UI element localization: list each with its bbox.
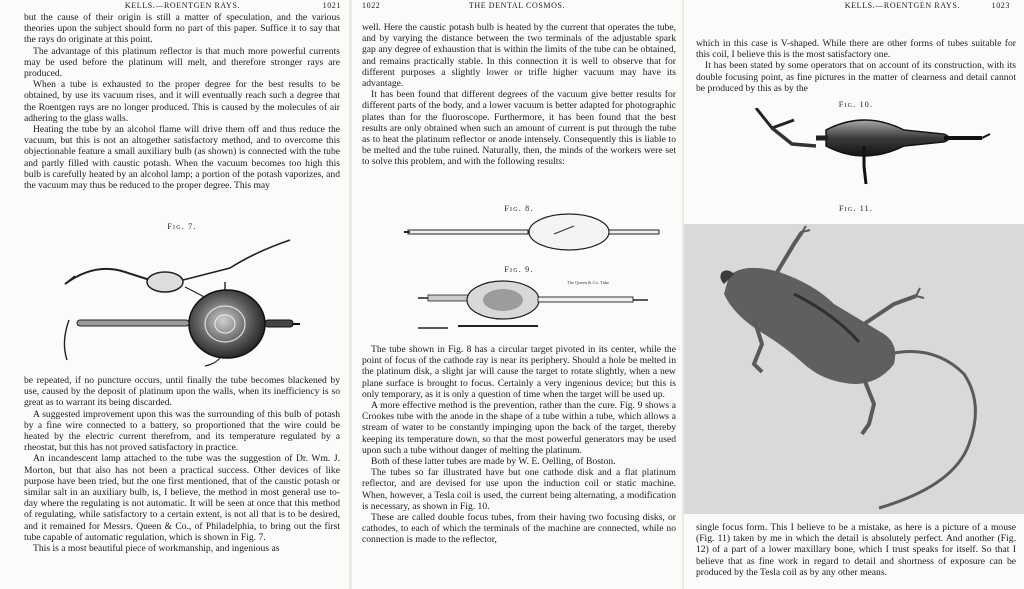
paragraph: single focus form. This I believe to be a mistake, as here is a picture of a mouse (Fig. 11) taken by me in which the detail is absolutely perfect. And another (Fig. 12) of a part of a lower maxillary bone, which I trust speaks for itself. So that I believe that as fine work in regard to detail and shortness of exposure can be produced by the Tesla coil as by any other means. xyxy=(696,522,1016,578)
body-text-top xyxy=(362,22,676,168)
running-title: KELLS.—ROENTGEN RAYS. xyxy=(844,1,960,10)
page-number: 1021 xyxy=(322,1,341,10)
paragraph: A suggested improvement upon this was the surrounding of this bulb of potash by a fine wire connected to a battery, so proportioned that the wire could be heated by the electric current therefrom, and its temperature regulated by a rheostat, but this has not proved satisfactory in practice. xyxy=(24,408,340,454)
figure-9-caption: Fig. 9. xyxy=(504,265,534,274)
paragraph: The advantage of this platinum reflector is that much more powerful currents may be used before the platinum will melt, and therefore stronger rays are produced. xyxy=(24,45,340,80)
figure-9-tube-illustration xyxy=(418,278,668,336)
paragraph: but the cause of their origin is still a matter of speculation, and the various theories upon the subject should form no part of this paper. Suffice it to say that the rays do originate at this point. xyxy=(24,12,340,46)
body-text-bottom xyxy=(696,522,1016,578)
paragraph: These are called double focus tubes, from their having two focusing disks, or cathodes, to each of which the terminals of the machine are connected, while no connection is made to the reflector, xyxy=(362,512,676,546)
paragraph: It has been found that different degrees of the vacuum give better results for different parts of the body, and a lower vacuum is better adapted for photographic plates than for the fluoroscope. Furthermore, it has been found that the best results are only obtained when such an amount of current is put through the tube as to heat the platinum reflector or anode intensely. Consequently this is liable to be melted and the tube ruined. Naturally, then, the minds of the workers were set to solve this problem, and with the following results: xyxy=(362,89,676,168)
figure-7-tube-illustration xyxy=(55,232,325,370)
paragraph: An incandescent lamp attached to the tube was the suggestion of Dr. Wm. J. Morton, but that also has not been a practical success. Other devices of like purpose have been tried, but the one first mentioned, that of the caustic potash or similar salt in an auxiliary bulb, is, I believe, the method in most general use to-day where the regulating is not automatic. It will be seen at once that this method of regulating, while satisfactory to a certain extent, is not all that is to be desired, and it remained for Messrs. Queen & Co., of Philadelphia, to bring out the first tube capable of automatic regulation, which is shown in Fig. 7. xyxy=(24,453,340,543)
body-text-bottom xyxy=(24,375,340,554)
page-1023 xyxy=(684,0,1024,589)
paragraph: Heating the tube by an alcohol flame will drive them off and thus reduce the vacuum, but this is not an altogether satisfactory method, and to overcome this objectionable feature a small auxiliary bulb (as shown) is connected with the tube and partly filled with caustic potash. When the vacuum becomes too high this bulb is carefully heated by an alcohol lamp; a portion of the potash vaporizes, and the vacuum may thus be reduced to the proper degree. This may xyxy=(24,124,340,192)
paragraph: It has been stated by some operators that on account of its construction, with its double focusing point, as fine pictures in the matter of clearness and detail cannot be produced by this as by the xyxy=(696,60,1016,94)
running-title: KELLS.—ROENTGEN RAYS. xyxy=(124,1,241,10)
figure-7-caption: Fig. 7. xyxy=(167,222,197,231)
figure-8-tube-illustration xyxy=(404,212,662,252)
figure-9-inset-label: The Queen & Co. Tube xyxy=(567,280,610,285)
paragraph: Both of these latter tubes are made by W. E. Oelling, of Boston. xyxy=(371,456,616,468)
paragraph: A more effective method is the prevention, rather than the cure. Fig. 9 shows a Crookes tube with the anode in the shape of a tube within a tube, which allows a stream of water to be constantly impinging upon the back of the target, thereby keeping its temperature down, so that the most powerful generators may be used upon such a tube without danger of melting the platinum. xyxy=(362,400,676,456)
page-1021 xyxy=(0,0,349,589)
paragraph: well. Here the caustic potash bulb is heated by the current that operates the tube, and by varying the distance between the two terminals of the adjustable spark gap any degree of exhaustion that is within the limits of the tube can be obtained, and remains practically stable. In this connection it is well to observe that for different purposes a slightly lower or trifle higher vacuum may have its advantage. xyxy=(362,22,676,90)
page-number: 1023 xyxy=(991,1,1010,10)
running-title: THE DENTAL COSMOS. xyxy=(468,1,566,10)
paragraph: When a tube is exhausted to the proper degree for the best results to be obtained, by use its vacuum rises, and it will eventually reach such a degree that the Roentgen rays are no longer produced. This is caused by the molecules of air adhering to the glass walls. xyxy=(24,79,340,124)
figure-8-caption: Fig. 8. xyxy=(504,204,534,213)
page-1022 xyxy=(352,0,682,589)
paragraph: The tube shown in Fig. 8 has a circular target pivoted in its center, while the point of focus of the cathode ray is near its periphery. Should a hole be melted in the platinum disk, a slight jar will cause the target to rotate slightly, when a new plane surface is brought to focus. Certainly a very ingenious device; but this is only temporary, as it is only a question of time when the target will be used up. xyxy=(362,344,676,400)
body-text-top xyxy=(24,12,340,191)
paragraph: be repeated, if no puncture occurs, until finally the tube becomes blackened by use, caused by the deposit of platinum upon the walls, when its inefficiency is so great as to warrant its being discarded. xyxy=(24,375,340,409)
paragraph: The tubes so far illustrated have but one cathode disk and a flat platinum reflector, and are devised for use upon the induction coil or static machine. When, however, a Tesla coil is used, the current being alternating, a modification is necessary, as shown in Fig. 10. xyxy=(362,467,676,512)
figure-10-tube-illustration xyxy=(744,108,994,196)
page-number: 1022 xyxy=(362,1,381,10)
figure-11-mouse-radiograph xyxy=(684,224,1024,514)
body-text-top xyxy=(696,38,1016,94)
paragraph: This is a most beautiful piece of workmanship, and ingenious as xyxy=(33,543,280,555)
paragraph: which in this case is V-shaped. While there are other forms of tubes suitable for this coil, I believe this is the most satisfactory one. xyxy=(696,38,1016,61)
figure-10-caption: Fig. 10. xyxy=(838,100,874,109)
figure-11-caption: Fig. 11. xyxy=(838,204,874,213)
body-text-bottom xyxy=(362,344,676,546)
